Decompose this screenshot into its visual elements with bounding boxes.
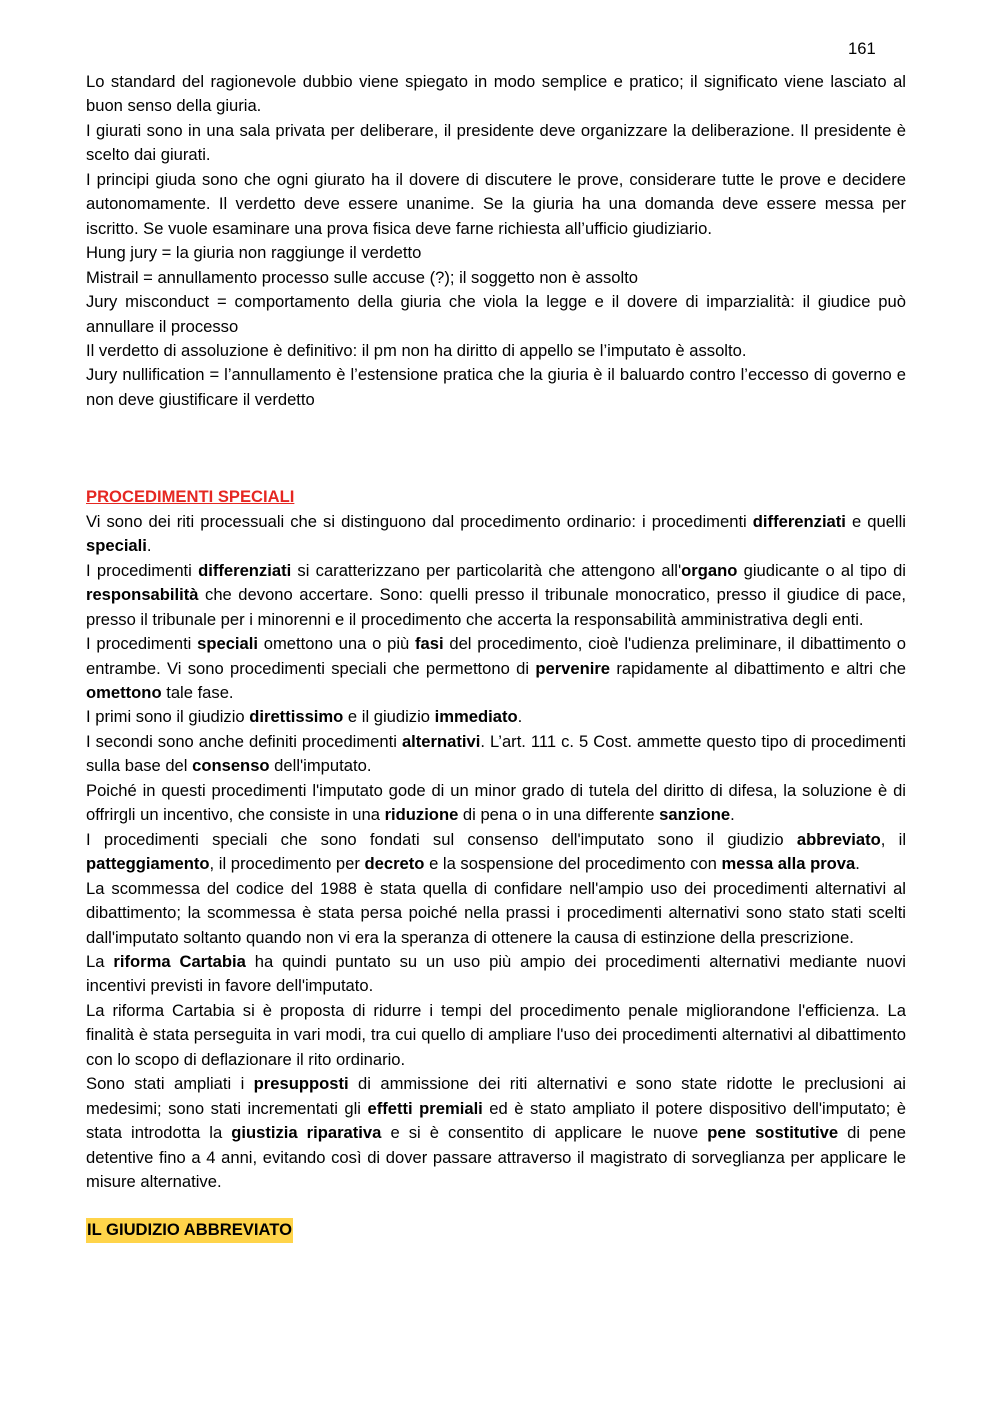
text-run: . L’art. 111 c. 5 Cost. ammette questo tipo di procedimenti sulla base del [86,731,906,776]
bold-term: consenso [192,756,270,776]
text-run: Vi sono dei riti processuali che si distinguono dal procedimento ordinario: i procedimenti [86,511,753,531]
bold-term: differenziati [198,560,292,580]
text-run: di pene detentive fino a 4 anni, evitando così di dover passare attraverso il magistrato di sorveglianza per applicare le misure alternative. [86,1123,906,1192]
bold-term: riforma Cartabia [113,951,246,971]
section-paragraph [86,877,906,950]
text-run: e il giudizio [343,707,435,727]
section-paragraph [86,1072,906,1194]
text-run: si caratterizzano per particolarità che attengono all' [291,560,682,580]
text-run: giudicante o al tipo di [737,560,906,580]
bold-term: effetti premiali [367,1098,483,1118]
intro-paragraph: I giurati sono in una sala privata per deliberare, il presidente deve organizzare la deliberazione. Il presidente è scelto dai giurati. [86,120,906,165]
text-run: di pena o in una differente [458,805,660,825]
bold-term: direttissimo [249,707,344,727]
text-run: rapidamente al dibattimento e altri che [610,658,906,678]
text-run: La scommessa del codice del 1988 è stata quella di confidare nell'ampio uso dei procedimenti alternativi al dibattimento; la scommessa è stata persa poiché nella prassi i procedimenti alternativi sono stato stati scelti dall'imputato soltanto quando non vi era la speranza di ottenere la causa di estinzione della prescrizione. [86,878,906,947]
intro-paragraph: Jury misconduct = comportamento della giuria che viola la legge e il dovere di imparzialità: il giudice può annullare il processo [86,292,906,336]
text-run: omettono una o più [258,634,415,654]
section-paragraph [86,632,906,705]
bold-term: responsabilità [86,585,199,605]
section-paragraph [86,730,906,779]
text-run: . [517,707,523,727]
bold-term: patteggiamento [86,854,210,874]
text-run: . [855,854,860,874]
bold-term: alternativi [401,731,481,751]
text-run: . [146,536,152,556]
intro-paragraph: Il verdetto di assoluzione è definitivo: il pm non ha diritto di appello se l’imputato è assolto. [86,340,747,360]
section-paragraph [86,779,906,828]
text-run: , il procedimento per [209,854,365,874]
text-run: , il [880,829,906,849]
section-paragraph [86,510,906,559]
text-run: dell'imputato. [269,756,372,776]
subsection-heading: IL GIUDIZIO ABBREVIATO [86,1218,293,1242]
bold-term: immediato [434,707,518,727]
text-run: I procedimenti [86,634,198,654]
document-body [86,70,906,1243]
section-paragraph [86,559,906,632]
section-paragraphs [86,510,906,1195]
text-run: di ammissione dei riti alternativi e sono state ridotte le preclusioni ai medesimi; sono stati incrementati gli [86,1074,906,1118]
section-heading: PROCEDIMENTI SPECIALI [86,487,295,507]
intro-paragraph: I principi giuda sono che ogni giurato ha il dovere di discutere le prove, considerare tutte le prove e decidere autonomamente. Il verdetto deve essere unanime. Se la giuria ha una domanda deve essere messa per iscritto. Se vuole esaminare una prova fisica deve farne richiesta all’ufficio giudiziario. [86,169,906,238]
text-run: che devono accertare. Sono: quelli presso il tribunale monocratico, presso il giudice di pace, presso il tribunale per i minorenni e il procedimento che accerta la responsabilità amministrativa degli enti. [86,585,906,629]
text-run: tale fase. [161,682,234,702]
bold-term: organo [681,560,738,580]
intro-paragraph: Hung jury = la giuria non raggiunge il verdetto [86,243,422,263]
text-run: I procedimenti speciali che sono fondati sul consenso dell'imputato sono il giudizio [86,829,797,849]
intro-paragraph: Lo standard del ragionevole dubbio viene spiegato in modo semplice e pratico; il significato viene lasciato al buon senso della giuria. [86,72,906,116]
bold-term: pervenire [535,658,611,678]
spacer [86,412,906,485]
text-run: I primi sono il giudizio [86,707,250,727]
bold-term: omettono [86,682,162,702]
bold-term: differenziati [752,511,846,531]
text-run: Poiché in questi procedimenti l'imputato gode di un minor grado di tutela del diritto di difesa, la soluzione è di offrirgli un incentivo, che consiste in una [86,780,906,825]
text-run: . [730,805,735,825]
text-run: e si è consentito di applicare le nuove [381,1123,708,1143]
section-paragraph [86,705,906,729]
text-run: Sono stati ampliati i [86,1074,254,1094]
bold-term: riduzione [384,805,459,825]
intro-paragraph: Mistrail = annullamento processo sulle accuse (?); il soggetto non è assolto [86,267,639,287]
text-run: La riforma Cartabia si è proposta di ridurre i tempi del procedimento penale migliorandone l'efficienza. La finalità è stata perseguita in vari modi, tra cui quello di ampliare l'uso dei procedimenti alternativi al dibattimento con lo scopo di deflazionare il rito ordinario. [86,1000,906,1069]
bold-term: abbreviato [796,829,881,849]
bold-term: presupposti [253,1074,349,1094]
text-run: ed è stato ampliato il potere dispositivo dell'imputato; è stata introdotta la [86,1098,906,1143]
bold-term: giustizia riparativa [231,1123,382,1143]
bold-term: pene sostitutive [707,1123,839,1143]
text-run: I procedimenti [86,560,199,580]
text-run: e la sospensione del procedimento con [424,854,722,874]
page-number: 161 [848,39,876,58]
bold-term: messa alla prova [721,854,856,874]
bold-term: speciali [86,536,147,556]
text-run: La [86,951,114,971]
text-run: e quelli [845,511,906,531]
bold-term: decreto [364,854,425,874]
spacer [86,1194,906,1218]
subsection-heading-wrapper [86,1218,906,1242]
bold-term: sanzione [659,805,731,825]
section-paragraph [86,999,906,1072]
bold-term: fasi [415,634,444,654]
text-run: ha quindi puntato su un uso più ampio dei procedimenti alternativi mediante nuovi incentivi previsti in favore dell'imputato. [86,951,906,996]
section-paragraph [86,950,906,999]
section-paragraph [86,828,906,877]
text-run: I secondi sono anche definiti procedimenti [86,731,402,751]
text-run: del procedimento, cioè l'udienza preliminare, il dibattimento o entrambe. Vi sono procedimenti speciali che permettono di [86,634,906,678]
bold-term: speciali [197,634,258,654]
intro-paragraph: Jury nullification = l’annullamento è l’estensione pratica che la giuria è il baluardo contro l’eccesso di governo e non deve giustificare il verdetto [86,365,906,409]
